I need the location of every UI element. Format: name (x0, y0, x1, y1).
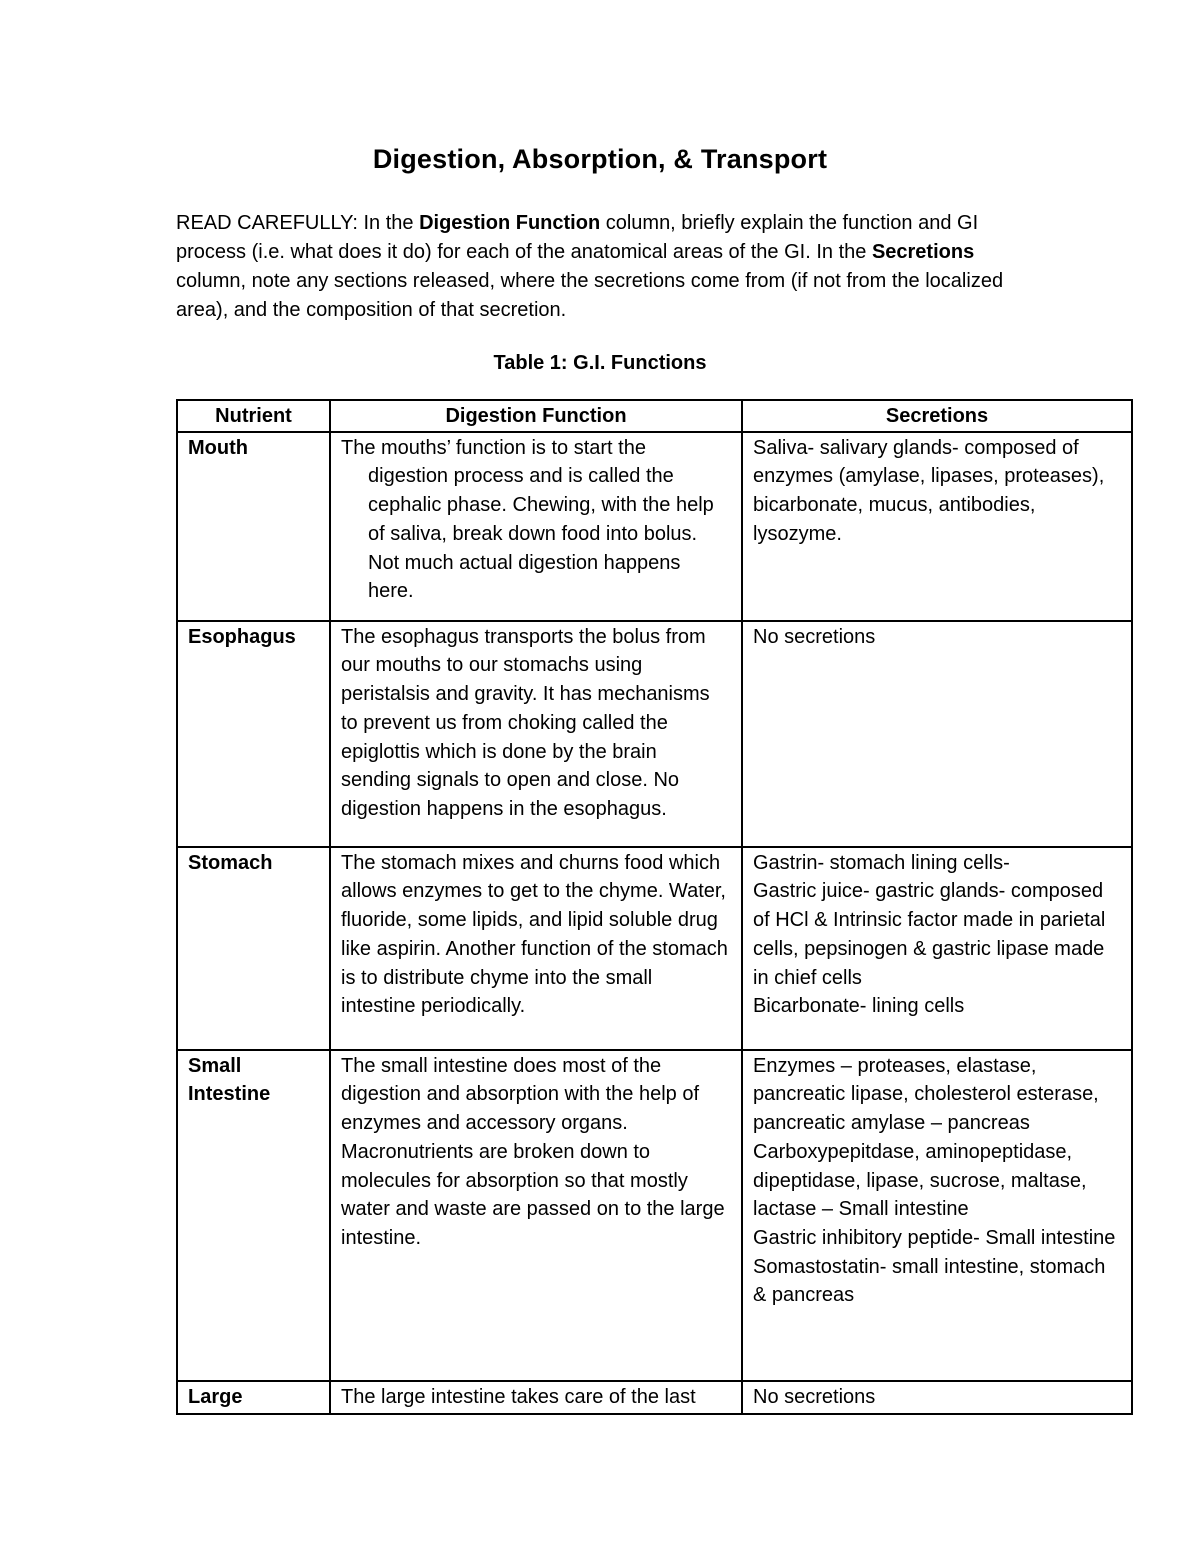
function-text: The large intestine takes care of the last (341, 1385, 696, 1408)
instructions-middle: column, briefly explain the function and GI process (i.e. what does it do) for each of the anatomical areas of the GI. In the (176, 212, 979, 263)
instructions-bold-secretions: Secretions (871, 241, 975, 263)
instructions-lead: READ CAREFULLY: In the (176, 212, 420, 234)
function-cell (330, 621, 742, 847)
function-cell (330, 1381, 742, 1414)
instructions-paragraph (176, 209, 1046, 325)
secretion-line: Saliva- salivary glands- composed of enzymes (amylase, lipases, proteases), bicarbonate, mucus, antibodies, lysozyme. (753, 436, 1105, 545)
secretions-cell (742, 621, 1132, 847)
table-header-row (177, 400, 1132, 432)
instructions-bold-digestion-function: Digestion Function (419, 212, 601, 234)
secretion-line: No secretions (753, 1385, 876, 1408)
table-row-mouth (177, 432, 1132, 621)
table-row-esophagus (177, 621, 1132, 847)
secretions-cell (742, 1050, 1132, 1381)
secretion-line: Somastostatin- small intestine, stomach & pancreas (753, 1255, 1106, 1307)
table-caption: Table 1: G.I. Functions (493, 352, 707, 374)
secretions-cell (742, 1381, 1132, 1414)
secretions-cell (742, 847, 1132, 1050)
header-digestion-function: Digestion Function (330, 400, 742, 432)
secretion-line: No secretions (753, 625, 876, 648)
nutrient-cell: Small Intestine (177, 1050, 330, 1381)
function-text: The esophagus transports the bolus from our mouths to our stomachs using peristalsis and gravity. It has mechanisms to prevent us from choking called the epiglottis which is done by the brain sending signals to open and close. No digestion happens in the esophagus. (341, 625, 710, 820)
document-title: Digestion, Absorption, & Transport (372, 144, 828, 174)
nutrient-cell: Large (177, 1381, 330, 1414)
table-row-large-intestine (177, 1381, 1132, 1414)
function-text: The stomach mixes and churns food which allows enzymes to get to the chyme. Water, fluoride, some lipids, and lipid soluble drug like aspirin. Another function of the stomach is to distribute chyme into the small intestine periodically. (341, 851, 728, 1018)
function-cell (330, 847, 742, 1050)
secretion-line: Gastric juice- gastric glands- composed of HCl & Intrinsic factor made in parietal cells, pepsinogen & gastric lipase made in chief cells (753, 880, 1106, 989)
function-text: The small intestine does most of the digestion and absorption with the help of enzymes and accessory organs. Macronutrients are broken down to molecules for absorption so that mostly water and waste are passed on to the large intestine. (341, 1054, 725, 1249)
function-cell (330, 1050, 742, 1381)
function-cell (330, 432, 742, 621)
secretion-line: Carboxypepitdase, aminopeptidase, dipeptidase, lipase, sucrose, maltase, lactase – Small intestine (753, 1140, 1087, 1221)
function-text: The mouths’ function is to start the digestion process and is called the cephalic phase. Chewing, with the help of saliva, break down food into bolus. Not much actual digestion happens here. (341, 436, 714, 603)
secretion-line: Enzymes – proteases, elastase, pancreatic lipase, cholesterol esterase, pancreatic amylase – pancreas (753, 1054, 1099, 1135)
secretions-cell (742, 432, 1132, 621)
nutrient-cell: Mouth (177, 432, 330, 621)
secretion-line: Gastrin- stomach lining cells- (753, 851, 1010, 874)
header-secretions: Secretions (742, 400, 1132, 432)
gi-functions-table (176, 399, 1133, 1415)
header-nutrient: Nutrient (177, 400, 330, 432)
secretion-line: Gastric inhibitory peptide- Small intestine (753, 1226, 1116, 1249)
instructions-tail: column, note any sections released, where the secretions come from (if not from the localized area), and the composition of that secretion. (176, 270, 1004, 321)
table-row-small-intestine (177, 1050, 1132, 1381)
secretion-line: Bicarbonate- lining cells (753, 995, 965, 1018)
nutrient-cell: Stomach (177, 847, 330, 1050)
table-row-stomach (177, 847, 1132, 1050)
nutrient-cell: Esophagus (177, 621, 330, 847)
